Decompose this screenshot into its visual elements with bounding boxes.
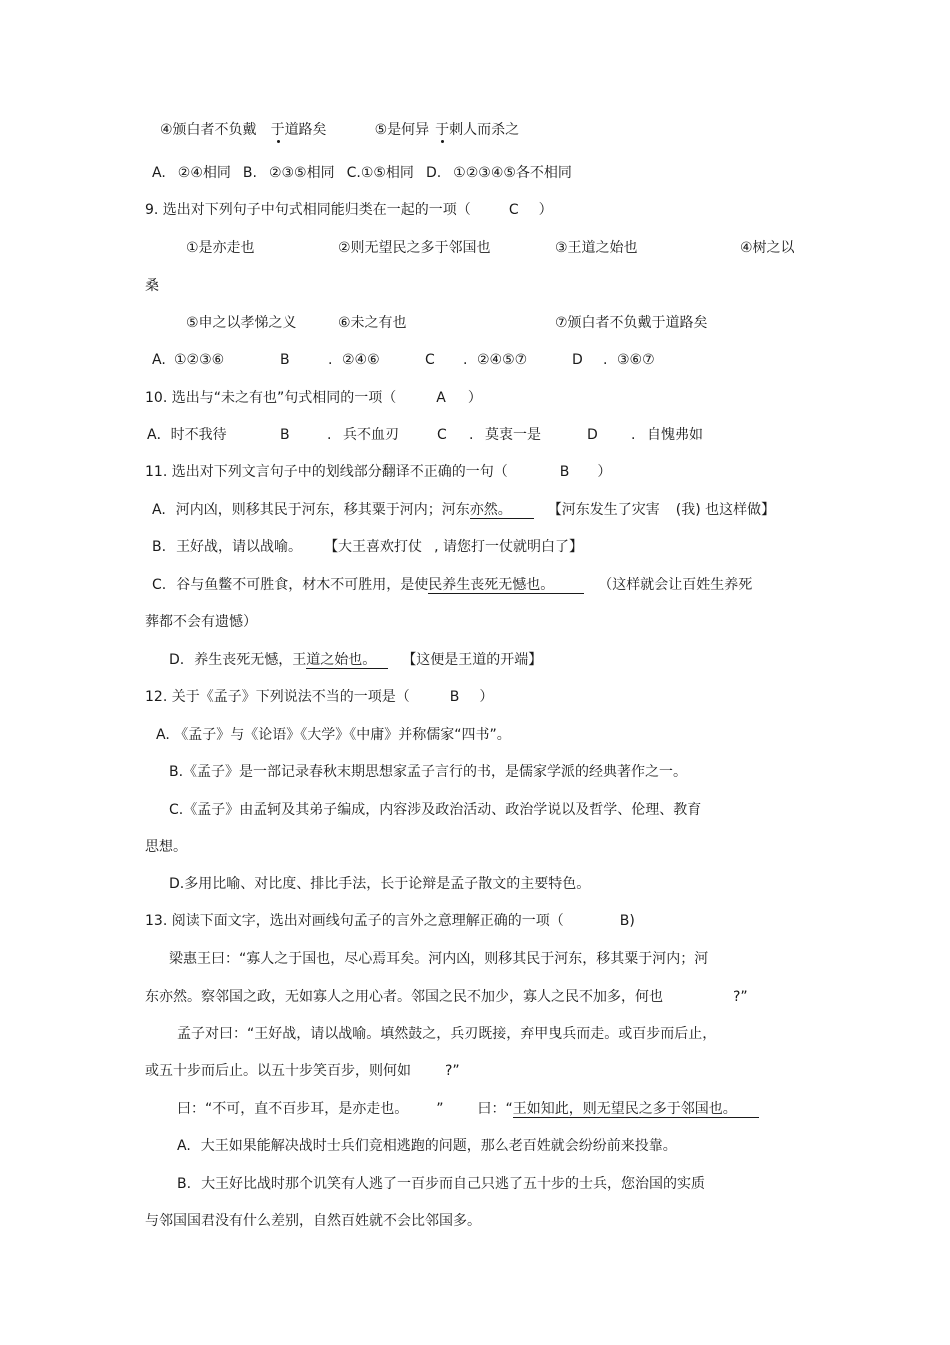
paren-close: ） [467,390,482,406]
question-12 [145,688,493,706]
question-9-answer: C [508,202,519,218]
sentence-4-end: 道路矣 [284,122,327,138]
option-d-label: D. [425,165,442,181]
question-10-answer: A [436,390,446,406]
question-10 [145,389,482,407]
q11-option-c [152,576,752,594]
q9-sentence-4-continued: 桑 [145,278,159,294]
question-13-answer: B) [619,913,635,929]
question-12-answer: B [449,689,460,705]
passage-end: ?” [445,1063,460,1079]
option-d-dot: . [631,427,636,443]
question-13-stem: 13. 阅读下面文字，选出对画线句孟子的言外之意理解正确的一项（ [145,913,564,929]
sentence-3: ③王道之始也 [555,240,638,256]
sentence-5-end: 刺人而杀之 [449,122,520,138]
option-a-label: A. [152,352,166,368]
passage-text: 曰：“不可，直不百步耳，是亦走也。 [177,1101,409,1117]
option-c-text: 莫衷一是 [485,427,541,443]
option-label: A. [152,502,166,518]
option-b-label: B. [242,165,257,181]
option-c-dot: . [469,427,474,443]
q12-option-c: C.《孟子》由孟轲及其弟子编成，内容涉及政治活动、政治学说以及哲学、伦理、教育 [169,802,702,818]
question-10-stem: 10. 选出与“未之有也”句式相同的一项（ [145,390,397,406]
question-9-stem: 9. 选出对下列句子中句式相同能归类在一起的一项（ [145,202,471,218]
option-a-text: ②④相同 [177,165,231,181]
q13-option-a [177,1137,677,1155]
translation: 【这便是王道的开端】 [402,652,543,668]
quote-close: ” [436,1101,444,1117]
passage-line-1: 梁惠王曰：“寡人之于国也，尽心焉耳矣。河内凶，则移其民于河东，移其粟于河内；河 [169,951,709,967]
question-12-stem: 12. 关于《孟子》下列说法不当的一项是（ [145,689,410,705]
option-b-text: 兵不血刃 [343,427,399,443]
question-11-answer: B [559,464,570,480]
option-c-label: C [437,427,447,443]
sentence-5: ⑤是何异 [374,122,430,138]
underlined-sentence: 王如知此，则无望民之多于邻国也。 [513,1101,759,1118]
q11-option-c-continued: 葬都不会有遗憾） [145,614,257,630]
option-label: B. [152,539,167,555]
option-b-dot: . [327,427,332,443]
passage-end: ?” [733,989,748,1005]
q11-option-a [152,501,775,519]
option-b-label: B [280,352,290,368]
option-label: A. [177,1138,191,1154]
option-a: A．时不我待 [147,427,227,443]
paren-close: ） [597,464,612,480]
paren-close: ） [538,202,553,218]
option-label: D. [169,652,185,668]
option-c-text: ②④⑤⑦ [477,352,528,368]
passage-line-3: 孟子对曰：“王好战，请以战喻。填然鼓之，兵刃既接，弃甲曳兵而走。或百步而后止， [177,1026,717,1042]
passage-text: 或五十步而后止。以五十步笑百步，则何如 [145,1063,411,1079]
q12-option-d: D.多用比喻、对比度、排比手法，长于论辩是孟子散文的主要特色。 [169,876,591,892]
option-c-dot: . [463,352,468,368]
underlined-phrase: 民养生丧死无憾也。 [428,577,584,594]
passage-line-5 [177,1100,759,1118]
question-9 [145,201,553,219]
option-text: 王好战，请以战喻。 [176,539,303,555]
passage-text: 东亦然。察邻国之政，无如寡人之用心者。邻国之民不加少，寡人之民不加多，何也 [145,989,663,1005]
option-b-text: ②③⑤相同 [268,165,335,181]
option-d-text: ①②③④⑤各不相同 [453,165,572,181]
q13-option-b [177,1175,705,1193]
option-a-label: A. [152,165,166,181]
q11-option-d [169,651,542,669]
question-11-stem: 11. 选出对下列文言句子中的划线部分翻译不正确的一句（ [145,464,508,480]
sentence-5: ⑤申之以孝悌之义 [186,315,297,331]
q12-option-c-continued: 思想。 [145,839,187,855]
passage-line-2 [145,988,748,1006]
dotted-char: 于 [435,122,450,138]
translation-end: , 请您打一仗就明白了】 [434,539,583,555]
sentence-1: ①是亦走也 [186,240,255,256]
translation: 【大王喜欢打仗 [324,539,423,555]
option-text: 养生丧死无憾，王 [194,652,307,668]
option-text: 谷与鱼鳖不可胜食，材木不可胜用，是使 [176,577,429,593]
option-c-label: C [425,352,435,368]
translation: （这样就会让百姓生养死 [598,577,753,593]
option-text: 大王好比战时那个讥笑有人逃了一百步而自己只逃了五十步的士兵，您治国的实质 [201,1176,706,1192]
q9-options [152,351,712,369]
passage-text: 曰：“ [477,1101,513,1117]
dotted-char: 于 [270,122,285,138]
option-b-label: B [280,427,290,443]
sentence-4: ④树之以 [740,240,795,256]
q13-option-b-continued: 与邻国国君没有什么差别，自然百姓就不会比邻国多。 [145,1213,481,1229]
option-label: B. [177,1176,192,1192]
option-label: C. [152,577,167,593]
option-a-text: ①②③⑥ [174,352,225,368]
translation-end: (我) 也这样做】 [675,502,776,518]
answer-options-q8 [152,164,572,182]
sentence-2: ②则无望民之多于邻国也 [338,240,491,256]
option-text: 大王如果能解决战时士兵们竞相逃跑的问题，那么老百姓就会纷纷前来投靠。 [200,1138,677,1154]
option-d-text: ③⑥⑦ [617,352,655,368]
option-d-label: D [587,427,598,443]
option-b-text: ②④⑥ [342,352,380,368]
translation: 【河东发生了灾害 [547,502,660,518]
option-d-dot: . [603,352,608,368]
passage-line-4 [145,1062,460,1080]
sentence-7: ⑦颁白者不负戴于道路矣 [555,315,708,331]
q9-sentences-row2 [186,314,806,332]
underlined-phrase: 亦然。 [470,502,534,519]
q12-option-a: A. 《孟子》与《论语》《大学》《中庸》并称儒家“四书”。 [156,727,511,743]
option-d-label: D [572,352,583,368]
q10-options [147,426,727,444]
question-11 [145,463,611,481]
option-line-4-5 [160,121,519,139]
q11-option-b [152,538,583,556]
option-text: 河内凶，则移其民于河东，移其粟于河内；河东 [175,502,470,518]
paren-close: ） [479,689,494,705]
option-c-text: C.①⑤相同 [346,165,414,181]
option-b-dot: . [328,352,333,368]
option-d-text: 自愧弗如 [647,427,703,443]
question-13 [145,912,635,930]
sentence-4: ④颁白者不负戴 [160,122,257,138]
sentence-6: ⑥未之有也 [338,315,407,331]
q9-sentences-row1 [186,239,806,257]
underlined-phrase: 道之始也。 [306,652,388,669]
q12-option-b: B.《孟子》是一部记录春秋末期思想家孟子言行的书，是儒家学派的经典著作之一。 [169,764,688,780]
